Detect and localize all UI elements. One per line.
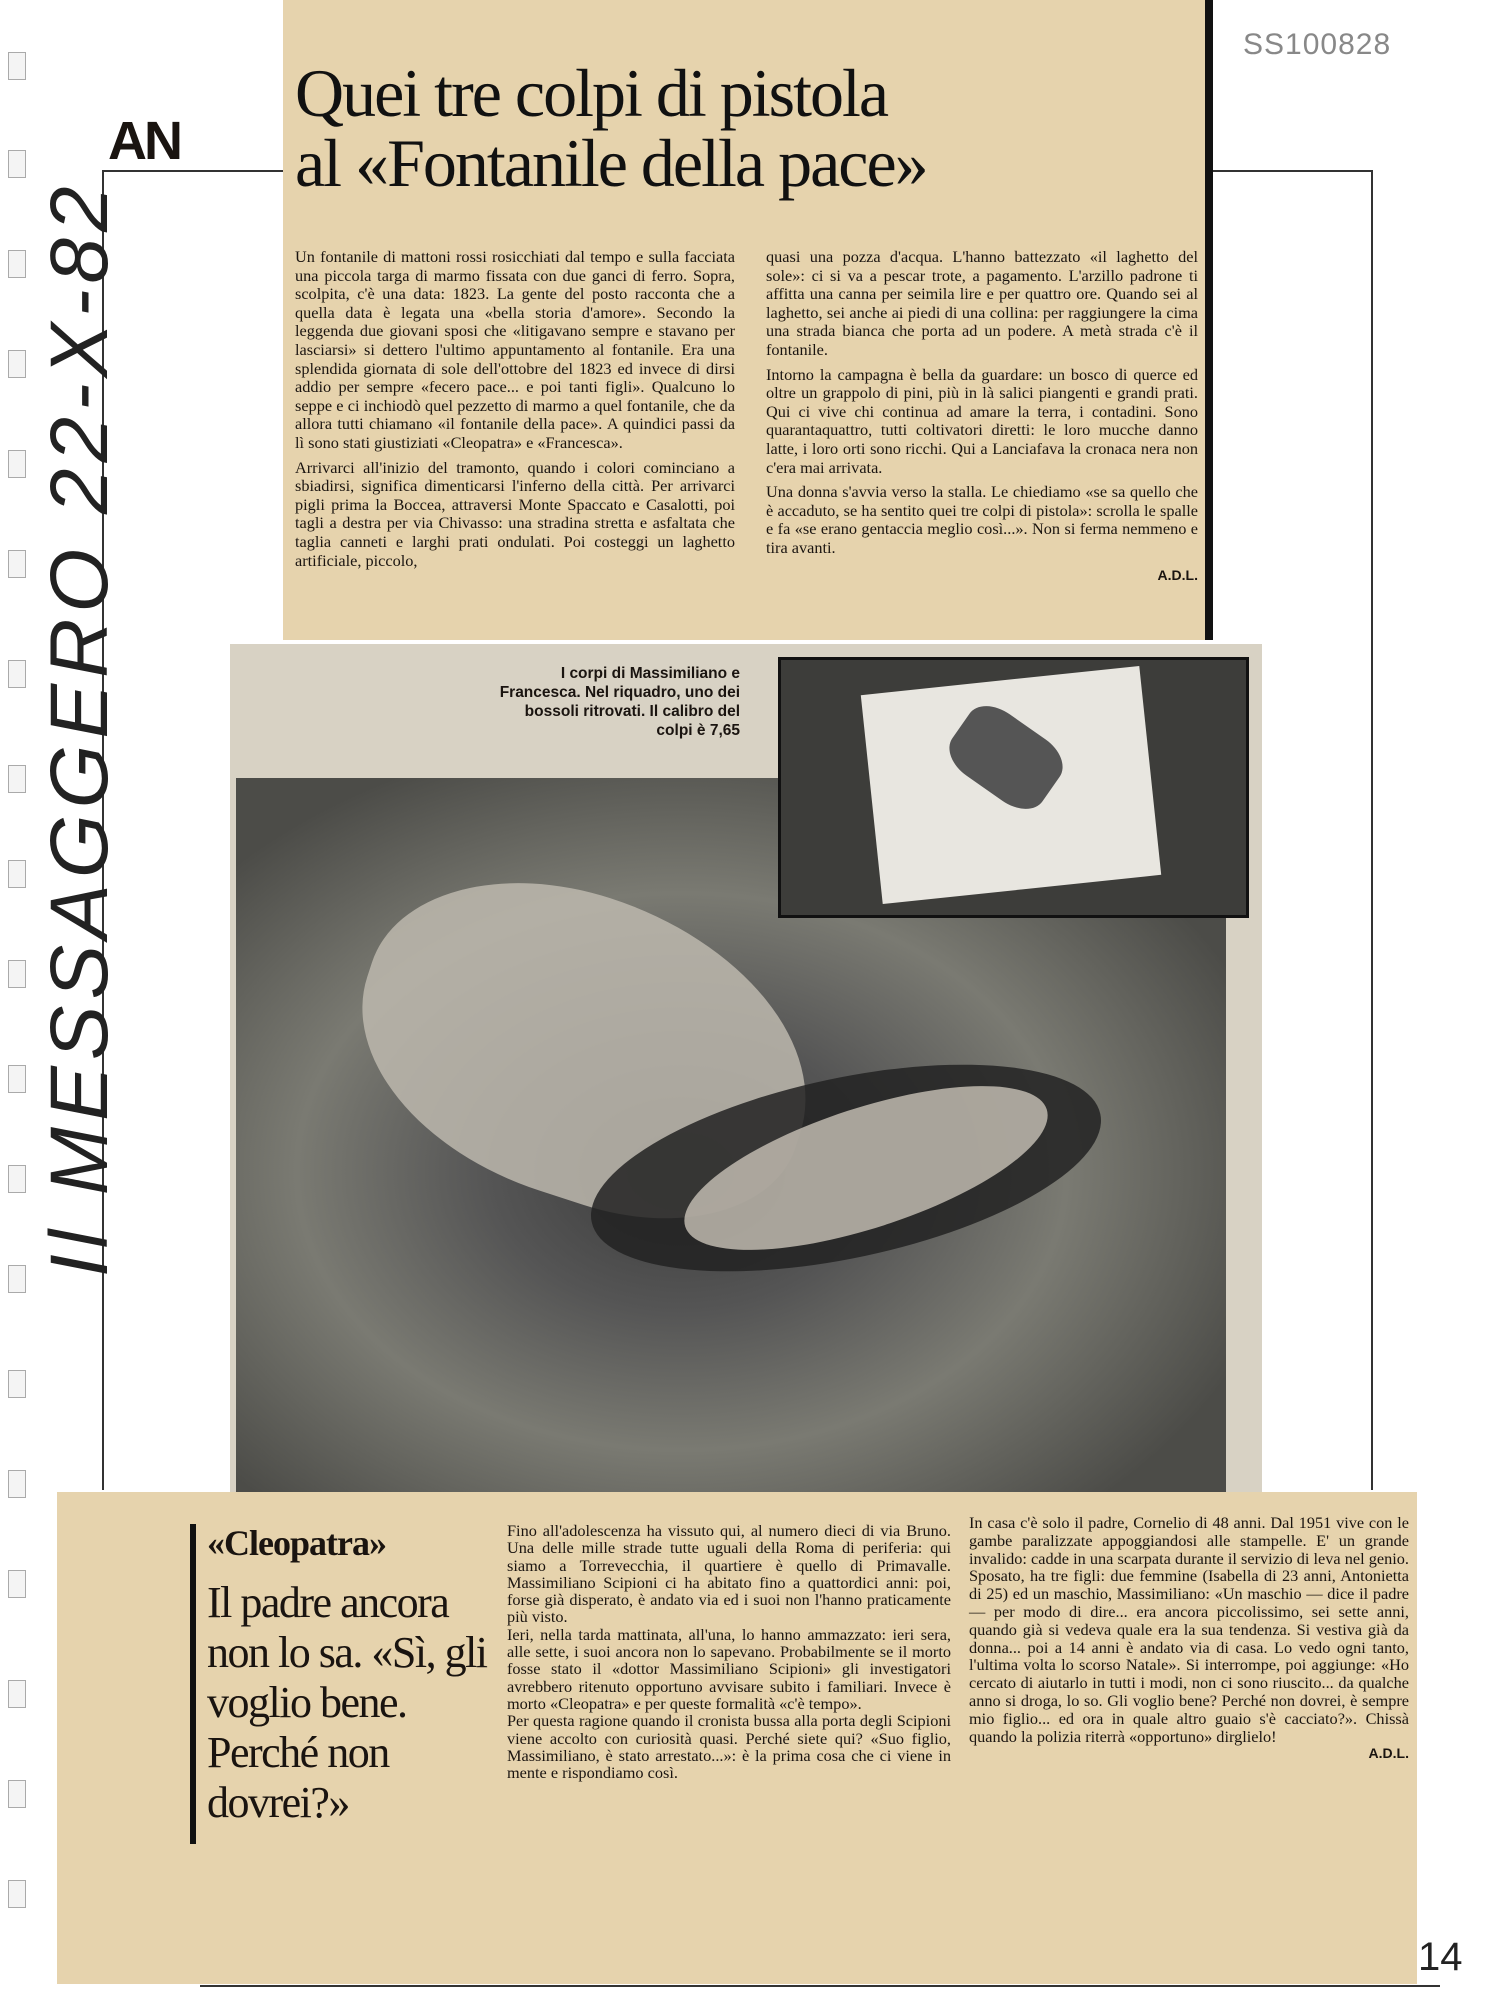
side-headline (207, 1522, 507, 1828)
article-column-2 (969, 1514, 1409, 1763)
binder-hole (8, 1065, 26, 1093)
photo-caption: I corpi di Massimiliano e Francesca. Nel riquadro, uno dei bossoli ritrovati. Il calibro del colpi è 7,65 (499, 665, 740, 739)
inset-photo (778, 657, 1249, 918)
headline: Il padre ancora non lo sa. «Sì, gli voglio bene. Perché non dovrei?» (207, 1578, 487, 1827)
paragraph: Ieri, nella tarda mattinata, all'una, lo hanno ammazzato: ieri sera, alle sette, i suoi ancora non lo sapevano. Probabilmente se il morto fosse stato il «dottor Massimiliano Scipioni» gli investigatori avrebbero ritenuto opportuno avvisare subito i familiari. Invece è morto «Cleopatra» e per queste formalità «c'è tempo». (507, 1624, 951, 1713)
frame-line (200, 1985, 1440, 1987)
article-title (295, 55, 927, 201)
paragraph: Arrivarci all'inizio del tramonto, quando i colori cominciano a sbiadirsi, significa dimenticarsi l'inferno della città. Per arrivarci pigli prima la Boccea, attraversi Monte Spaccato e Casalotti, poi tagli a destra per via Chivasso: una stradina stretta e asfaltata che taglia canneti e larghi prati ondulati. Poi costeggi un laghetto artificiale, piccolo, (295, 457, 735, 570)
photo-clipping (230, 644, 1262, 1494)
paragraph: Fino all'adolescenza ha vissuto qui, al numero dieci di via Bruno. Una delle mille strade tutte uguali della Roma di periferia: qui siamo a Torrevecchia, il quartiere è quello di Primavalle. Massimiliano Scipioni ci ha abitato fino a quattordici anni: poi, forse già disperato, è andato via ed i suoi non l'hanno praticamente più visto. (507, 1521, 951, 1627)
binder-hole (8, 960, 26, 988)
binder-hole (8, 1165, 26, 1193)
frame-line (1371, 170, 1373, 1490)
binder-hole (8, 1265, 26, 1293)
title-line-2: al «Fontanile della pace» (295, 125, 927, 201)
article-clipping-bottom (57, 1492, 1417, 1984)
author-signature: A.D.L. (1368, 1745, 1409, 1762)
binder-hole (8, 1680, 26, 1708)
article-column-2 (766, 248, 1198, 584)
paragraph: Intorno la campagna è bella da guardare: un bosco di querce ed oltre un grappolo di pini, più in là salici piangenti e grandi prati. Qui ci vive chi continua ad amare la terra, i contadini. Sono quarantaquattro, tutti coltivatori diretti: le loro mucche danno latte, i loro orti sono ricchi. Qui a Lanciafava la cronaca nera non c'era mai arrivata. (766, 364, 1198, 477)
binder-hole (8, 1780, 26, 1808)
paragraph: Per questa ragione quando il cronista bussa alla porta degli Scipioni viene accolto con curiosità quasi. Perché siete qui? «Suo figlio, Massimiliano, è stato arrestato...»: è la prima cosa che ci viene in mente e rispondiamo così. (507, 1711, 951, 1783)
paragraph: Una donna s'avvia verso la stalla. Le chiediamo «se sa quello che è accaduto, se ha sentito quei tre colpi di pistola»: scrolla le spalle e fa «se erano gentaccia meglio così...». Non si ferma nemmeno e tira avanti. (766, 482, 1198, 557)
binder-hole (8, 1370, 26, 1398)
binder-hole (8, 450, 26, 478)
binder-hole (8, 860, 26, 888)
binder-hole (8, 1880, 26, 1908)
binder-hole (8, 1570, 26, 1598)
binder-hole (8, 1470, 26, 1498)
title-line-1: Quei tre colpi di pistola (295, 55, 888, 131)
article-column-1 (507, 1522, 951, 1781)
handwritten-source: Il MESSAGGERO 22-X-82 (34, 180, 125, 1277)
page-number: 14 (1418, 1935, 1463, 1979)
column-rule (1205, 0, 1213, 640)
binder-hole (8, 660, 26, 688)
paragraph: Un fontanile di mattoni rossi rosicchiati dal tempo e sulla facciata una piccola targa di marmo fissata con due ganci di ferro. Sopra, scolpita, c'è una data: 1823. La gente del posto racconta che a quella data è legata una «bella storia d'amore». Secondo la leggenda due giovani sposi che «litigavano sempre e stavano per lasciarsi» si dettero l'ultimo appuntamento al fontanile. Era una splendida giornata di sole dell'ottobre del 1823 ed invece di dirsi addio per sempre «fecero pace... e poi tanti figli». Qualcuno lo seppe e ci inchiodò quel pezzetto di marmo a quel fontanile, che da allora tutti chiamano «il fontanile della pace». A quindici passi da lì sono stati giustiziati «Cleopatra» e «Francesca». (295, 247, 735, 452)
binder-hole (8, 250, 26, 278)
catalog-number: SS100828 (1243, 28, 1392, 61)
article-clipping-top (283, 0, 1213, 640)
binder-hole (8, 550, 26, 578)
binder-hole (8, 765, 26, 793)
kicker-rule (190, 1524, 196, 1844)
logo-text: AN (108, 111, 180, 171)
paragraph: quasi una pozza d'acqua. L'hanno battezzato «il laghetto del sole»: ci si va a pescar trote, a pagamento. L'arzillo padrone ti affitta una canna per seimila lire e per quattro ore. Quando sei al laghetto, sei anche ai piedi di una collina: per raggiungere la cima una strada bianca che porta ad un podere. A metà strada c'è il fontanile. (766, 247, 1198, 359)
binder-hole (8, 52, 26, 80)
author-signature: A.D.L. (1157, 566, 1198, 583)
binder-hole (8, 350, 26, 378)
binder-hole (8, 150, 26, 178)
kicker: «Cleopatra» (207, 1523, 386, 1563)
article-column-1 (295, 248, 735, 576)
logo (108, 110, 180, 172)
paragraph: In casa c'è solo il padre, Cornelio di 48 anni. Dal 1951 vive con le gambe paralizzate appoggiandosi alle stampelle. E' un grande invalido: cadde in una scarpata durante il servizio di leva nel genio. Sposato, ha tre figli: due femmine (Isabella di 23 anni, Antonietta di 25) ed un maschio, Massimiliano: «Un maschio — dice il padre — per modo di dire... era ancora piccolissimo, sei sette anni, quando già si vedeva quale era la sua tendenza. Si vestiva già da donna... poi a 14 anni è andato via di casa. Lo vedo ogni tanto, l'ultima volta lo scorso Natale». Si interrompe, poi aggiunge: «Ho cercato di aiutarlo in tutti i modi, non ci sono riuscito... da qualche anno si droga, lo so. Gli voglio bene? Perché non dovrei, è sempre mio figlio... ed ora in quale altro guaio s'è cacciato?». Chissà quando la polizia riterrà «opportuno» dirglielo! (969, 1513, 1409, 1746)
